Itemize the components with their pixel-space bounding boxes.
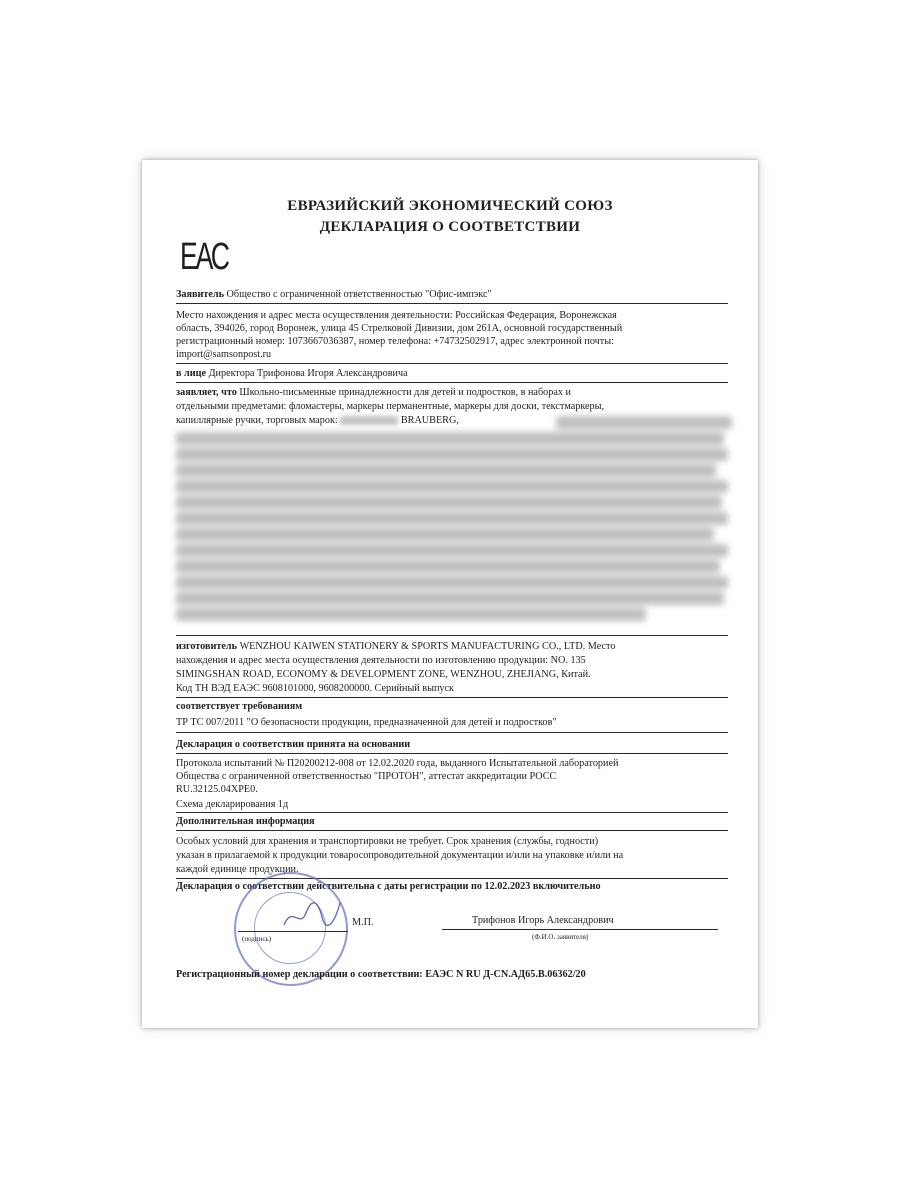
divider bbox=[176, 697, 728, 698]
declares-line: отдельными предметами: фломастеры, маркеры перманентные, маркеры для доски, текстмаркеры, bbox=[176, 401, 605, 412]
divider bbox=[176, 878, 728, 879]
address-line: Место нахождения и адрес места осуществления деятельности: Российская Федерация, Воронежская bbox=[176, 310, 617, 321]
manufacturer-label: изготовитель bbox=[176, 641, 238, 652]
divider bbox=[176, 732, 728, 733]
declares-label: заявляет, что bbox=[176, 387, 237, 398]
basis-label: Декларация о соответствии принята на основании bbox=[176, 739, 411, 750]
declares-text: Школьно-письменные принадлежности для детей и подростков, в наборах и bbox=[239, 387, 571, 398]
basis-line: Общества с ограниченной ответственностью "ПРОТОН", аттестат аккредитации РОСС bbox=[176, 771, 557, 782]
additional-line: Особых условий для хранения и транспортировки не требует. Срок хранения (службы, годности) bbox=[176, 836, 599, 847]
brand-name: BRAUBERG, bbox=[400, 415, 459, 426]
applicant-label: Заявитель bbox=[176, 289, 224, 300]
address-line: регистрационный номер: 1073667036387, номер телефона: +74732502917, адрес электронной почты: bbox=[176, 336, 614, 347]
signer-name: Трифонов Игорь Александрович bbox=[472, 915, 614, 926]
applicant-line bbox=[176, 288, 492, 301]
divider bbox=[176, 812, 728, 813]
basis-line: Схема декларирования 1д bbox=[176, 799, 289, 810]
person-label: в лице bbox=[176, 368, 207, 379]
redacted-block bbox=[176, 416, 732, 626]
manufacturer-line: SIMINGSHAN ROAD, ECONOMY & DEVELOPMENT ZONE, WENZHOU, ZHEJIANG, Китай. bbox=[176, 669, 591, 680]
requirements-value: ТР ТС 007/2011 "О безопасности продукции, предназначенной для детей и подростков" bbox=[176, 717, 557, 728]
divider bbox=[176, 382, 728, 383]
signature-line bbox=[238, 931, 348, 932]
divider bbox=[176, 635, 728, 636]
eac-logo: ЕАС bbox=[180, 236, 228, 278]
divider bbox=[176, 363, 728, 364]
name-caption: (Ф.И.О. заявителя) bbox=[532, 933, 589, 941]
declaration-document bbox=[142, 160, 758, 1028]
declaration-title: ДЕКЛАРАЦИЯ О СООТВЕТСТВИИ bbox=[319, 219, 581, 235]
handwritten-signature bbox=[282, 895, 342, 935]
person-value: Директора Трифонова Игоря Александровича bbox=[208, 368, 408, 379]
name-line bbox=[442, 929, 718, 930]
manufacturer-line: нахождения и адрес места осуществления деятельности по изготовлению продукции: NO. 135 bbox=[176, 655, 586, 666]
basis-line: Протокола испытаний № П20200212-008 от 12.02.2020 года, выданного Испытательной лабораторией bbox=[176, 758, 619, 769]
declares-line bbox=[176, 386, 571, 399]
additional-line: указан в прилагаемой к продукции товаросопроводительной документации и/или на упаковке и/или на bbox=[176, 850, 624, 861]
applicant-value: Общество с ограниченной ответственностью "Офис-импэкс" bbox=[226, 289, 492, 300]
validity-text: Декларация о соответствии действительна с даты регистрации по 12.02.2023 включительно bbox=[176, 881, 601, 892]
manufacturer-line: изготовитель WENZHOU KAIWEN STATIONERY & SPORTS MANUFACTURING CO., LTD. Место bbox=[176, 641, 616, 652]
signature-caption: (подпись) bbox=[242, 935, 272, 943]
basis-line: RU.32125.04ХРЕ0. bbox=[176, 784, 258, 795]
divider bbox=[176, 303, 728, 304]
address-line: import@samsonpost.ru bbox=[176, 349, 272, 360]
requirements-label: соответствует требованиям bbox=[176, 701, 303, 712]
person-line bbox=[176, 367, 408, 380]
manufacturer-line: Код ТН ВЭД ЕАЭС 9608101000, 9608200000. Серийный выпуск bbox=[176, 683, 454, 694]
declares-line: капиллярные ручки, торговых марок: BRAUBERG, bbox=[176, 415, 459, 426]
divider bbox=[176, 830, 728, 831]
mp-label: М.П. bbox=[352, 917, 374, 928]
divider bbox=[176, 753, 728, 754]
address-line: область, 394026, город Воронеж, улица 45 Стрелковой Дивизии, дом 261А, основной государственный bbox=[176, 323, 623, 334]
additional-line: каждой единице продукции. bbox=[176, 864, 299, 875]
additional-label: Дополнительная информация bbox=[176, 816, 315, 827]
registration-number: Регистрационный номер декларации о соответствии: ЕАЭС N RU Д-CN.АД65.В.06362/20 bbox=[176, 969, 586, 980]
union-title: ЕВРАЗИЙСКИЙ ЭКОНОМИЧЕСКИЙ СОЮЗ bbox=[287, 198, 613, 214]
